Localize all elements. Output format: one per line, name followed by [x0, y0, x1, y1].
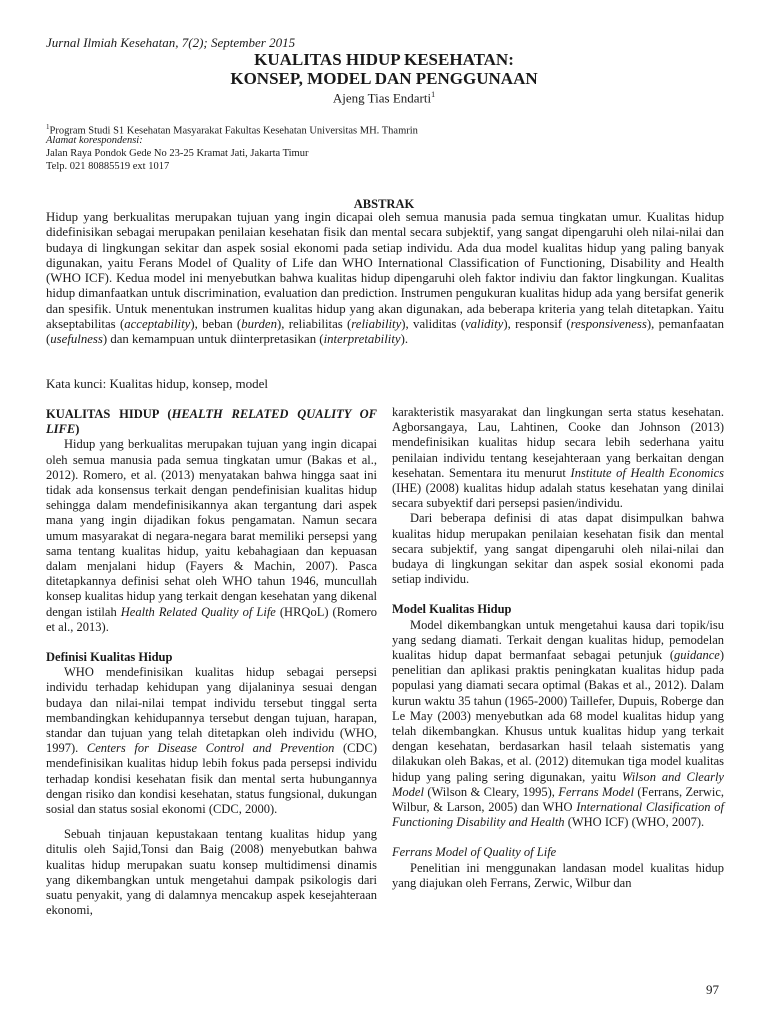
affiliation-alamat-label: Alamat korespondensi: [46, 135, 143, 146]
paragraph-text: WHO mendefinisikan kualitas hidup sebagai persepsi individu terhadap kehidupan yang dijalaninya sesuai dengan budaya dan nilai-nilai tempat individu tersebut tinggal serta membandingkan kehidupannya tersebut dengan tujuan, harapan, standar dan tujuan yang telah ditetapkan oleh individu (WHO, 1997). [46, 665, 377, 756]
paragraph-text: (HRQoL) (Romero et al., 2013). [46, 604, 377, 634]
paragraph-kesimpulan: Dari beberapa definisi di atas dapat disimpulkan bahwa kualitas hidup merupakan penilaian kesehatan fisik dan mental secara subjektif, yang sangat dipengaruhi oleh nilai-nilai dan budaya di lingkungan sekitar dan aspek sosial ekonomi pada setiap individu. [392, 511, 724, 587]
abstract-text-7: ) dan kemampuan untuk diinterpretasikan ( [102, 332, 324, 347]
abstract-heading: ABSTRAK [353, 197, 415, 211]
section-heading-text: KUALITAS HIDUP ( [46, 407, 172, 421]
affiliation-marker: 1 [46, 123, 50, 131]
paragraph-text: (WHO ICF) (WHO, 2007). [564, 815, 705, 830]
author-name [0, 90, 768, 106]
abstract-text-1: Hidup yang berkualitas merupakan tujuan yang ingin dicapai oleh semua manusia pada semua tingkatan umur. Kualitas hidup didefinisikan sebagai merupakan penilaian kesehatan fisik dan mental secara subjektif, yang sangat dipengaruhi oleh nilai-nilai dan budaya di lingkungan sekitar dan aspek sosial ekonomi pada setiap individu. Ada dua model kualitas hidup yang paling banyak digunakan, yaitu Ferans Model of Quality of Life dan WHO International Classification of Functioning, Disability and Health (WHO ICF). Kedua model ini menyebutkan bahwa kualitas hidup dipengaruhi oleh faktor indiviu dan faktor lingkungan. Kualitas hidup dimanfaatkan untuk discrimination, evaluation dan prediction. Instrumen pengukuran kualitas hidup ada yang bersifat generik dan spesifik. Untuk menentukan instrumen kualitas hidup yang akan digunakan, ada beberapa kriteria yang telah ditetapkan. Yaitu akseptabilitas ( [46, 210, 724, 332]
paragraph-italic-term: Institute of Health Economics [570, 465, 724, 480]
right-column [392, 405, 724, 891]
abstract-text-4: ), validitas ( [401, 317, 465, 332]
journal-citation: Jurnal Ilmiah Kesehatan, 7(2); September 2015 [46, 35, 296, 50]
paragraph-italic-term: Wilson and Clearly Model [392, 769, 724, 799]
spacer [46, 635, 377, 650]
abstract-term-usefulness: usefulness [50, 332, 103, 347]
paragraph-tinjauan: Sebuah tinjauan kepustakaan tentang kualitas hidup yang ditulis oleh Sajid,Tonsi dan Baig (2008) menyebutkan bahwa kualitas hidup merupakan suatu konsep multidimensi dinamis yang dikembangkan untuk mengetahui dampak psikologis dari suatu penyakit, yang di dalamnya mencakup aspek kesejahteraan ekonomi, [46, 827, 377, 918]
abstract-text-2: ), beban ( [190, 317, 242, 332]
paragraph-continuation [392, 405, 724, 511]
spacer [392, 587, 724, 602]
section-heading-model: Model Kualitas Hidup [392, 602, 512, 617]
abstract-text-6: ), pemanfaatan ( [46, 317, 724, 347]
paragraph-text: Model dikembangkan untuk mengetahui kausa dari topik/isu yang sedang diamati. Terkait dengan kualitas hidup, pemodelan kualitas hidup dapat bermanfaat sebagai petunjuk ( [392, 617, 724, 663]
page-number: 97 [706, 982, 719, 997]
affiliation-address: Jalan Raya Pondok Gede No 23-25 Kramat Jati, Jakarta Timur [46, 148, 309, 159]
paragraph-model [392, 618, 724, 831]
spacer [392, 830, 724, 845]
paragraph-italic-term: Centers for Disease Control and Prevention [86, 741, 335, 756]
abstract-term-validity: validity [464, 317, 504, 332]
abstract-term-reliability: reliability [351, 317, 402, 332]
section-heading-italic: HEALTH RELATED QUALITY OF LIFE [46, 407, 377, 437]
affiliation-program-text: Program Studi S1 Kesehatan Masyarakat Fakultas Kesehatan Universitas MH. Thamrin [49, 125, 418, 137]
paragraph-text: (IHE) (2008) kualitas hidup adalah status kesehatan yang dinilai secara subyektif dari persepsi pasien/individu. [392, 481, 724, 511]
abstract-text-8: ). [400, 332, 409, 347]
article-title-line1: KUALITAS HIDUP KESEHATAN: [254, 50, 514, 69]
abstract-term-burden: burden [241, 317, 277, 332]
paragraph-text: Hidup yang berkualitas merupakan tujuan yang ingin dicapai oleh semua manusia pada semua tingkatan umur (Bakas et al., 2012). Romero, et al. (2013) menyatakan bahwa hingga saat ini tidak ada konsensus terkait dengan pendefinisian kualitas hidup sehingga dalam mendefinisikannya akan tergantung dari aspek mana yang ingin dijadikan fokus pengamatan. Namun secara umum masyarakat di negara-negara barat memiliki persepsi yang sama tentang kualitas hidup, yaitu kebahagiaan dan kepuasan dalam menjalani hidup (Fayers & Machin, 2007). Pasca ditetapkannya definisi sehat oleh WHO tahun 1946, muncullah konsep kualitas hidup yang terkait dengan kesehatan yang dikenal dengan istilah [46, 437, 377, 619]
keywords: Kata kunci: Kualitas hidup, konsep, model [46, 376, 269, 391]
author-affiliation-marker: 1 [431, 90, 436, 99]
paragraph-text: (CDC) mendefinisikan kualitas hidup lebih fokus pada persepsi individu terhadap kondisi kesehatan fisik dan mental serta hubungannya dengan risiko dan kondisi kesehatan, status fungsional, dukungan sosial dan status sosial ekonomi (CDC, 2000). [46, 741, 377, 817]
subsection-heading-ferrans: Ferrans Model of Quality of Life [392, 845, 557, 860]
paragraph-italic-term: guidance [674, 648, 720, 663]
abstract-text-5: ), responsif ( [503, 317, 571, 332]
abstract-term-responsiveness: responsiveness [570, 317, 647, 332]
abstract-term-acceptability: acceptability [124, 317, 191, 332]
abstract-text-3: ), reliabilitas ( [276, 317, 352, 332]
abstract-term-interpretability: interpretability [323, 332, 401, 347]
author-text: Ajeng Tias Endarti [332, 90, 432, 106]
affiliation-telp: Telp. 021 80885519 ext 1017 [46, 161, 170, 172]
paragraph-text: (Wilson & Cleary, 1995), [423, 784, 559, 799]
paragraph-text: ) penelitian dan aplikasi praktis peningkatan kualitas hidup pada populasi yang diamati secara optimal (Bakas et al., 2012). Dalam kurun waktu 35 tahun (1965-2000) Taillefer, Dupuis, Roberge dan Le May (2003) menyebutkan ada 68 model kualitas hidup yang telah dikembangkan. Khusus untuk kualitas hidup yang terkait dengan kesehatan, berdasarkan hasil telaah sistematis yang dilakukan oleh Bakas, et al. (2012) ditemukan tiga model kualitas hidup yang paling sering digunakan, yaitu [392, 648, 724, 784]
paragraph-text: (Ferrans, Zerwic, Wilbur, & Larson, 2005) dan WHO [392, 784, 724, 815]
paragraph-intro [46, 437, 377, 635]
section-heading-definisi: Definisi Kualitas Hidup [46, 650, 173, 665]
paragraph-text: karakteristik masyarakat dan lingkungan serta status kesehatan. Agborsangaya, Lau, Lahtinen, Cooke dan Johnson (2013) mendefinisikan kualitas hidup secara lebih sederhana yaitu penilaian individu tentang kesejahteraan yang berkaitan dengan kesehatan. Sementara itu menurut [392, 405, 724, 480]
paragraph-ferrans: Penelitian ini menggunakan landasan model kualitas hidup yang diajukan oleh Ferrans, Zerwic, Wilbur dan [392, 860, 724, 890]
paragraph-italic-term: Ferrans Model [558, 784, 634, 799]
article-title-line2: KONSEP, MODEL DAN PENGGUNAAN [230, 69, 538, 88]
abstract-body [46, 210, 724, 348]
paragraph-italic-term: Health Related Quality of Life [120, 604, 276, 619]
section-heading-kualitas-hidup [46, 407, 377, 437]
paragraph-italic-term: International Clasification of Functioning Disability and Health [392, 800, 724, 830]
left-column [46, 407, 377, 919]
paragraph-definisi-who [46, 665, 377, 817]
section-heading-close: ) [75, 422, 80, 437]
spacer [46, 817, 377, 827]
